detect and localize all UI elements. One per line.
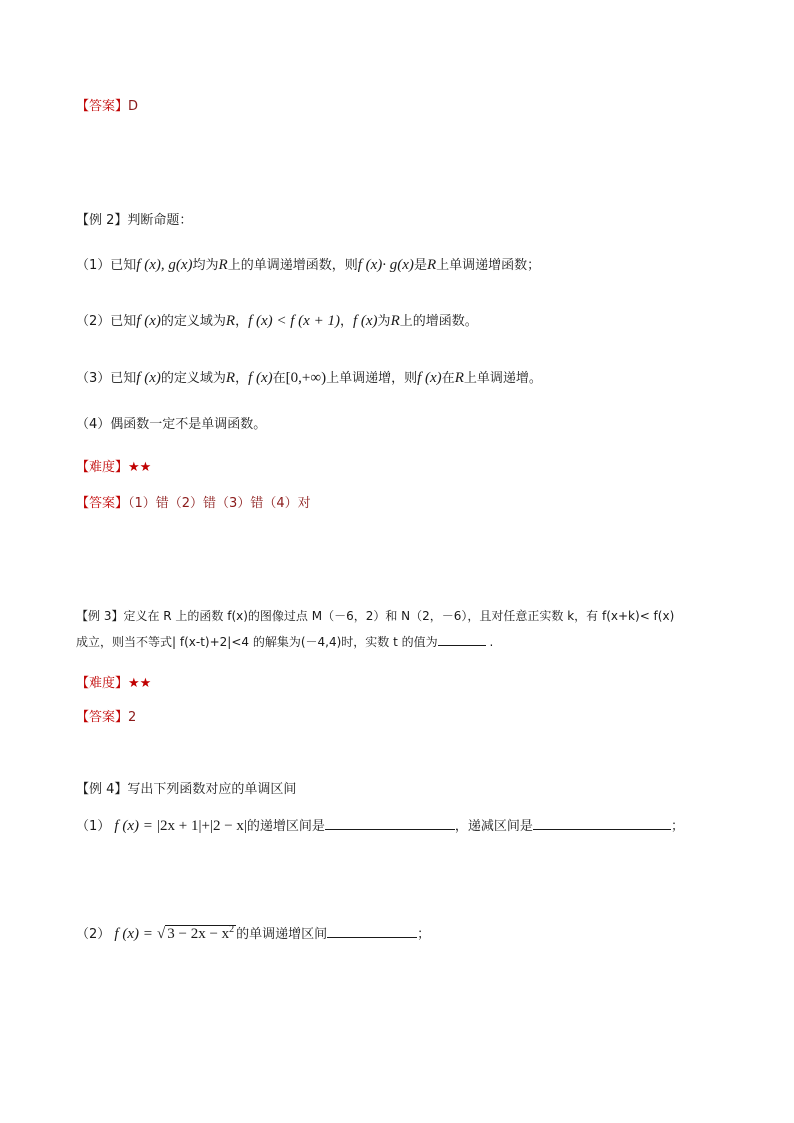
answer-value: 2 <box>128 710 137 725</box>
text: 偶函数一定不是单调函数。 <box>110 417 267 432</box>
answer-tag: 【答案】 <box>76 496 129 511</box>
ex2-item-3 <box>76 369 542 388</box>
increasing-interval-blank[interactable] <box>325 817 455 830</box>
math-fx: f (x) <box>417 370 442 386</box>
math-R: R <box>225 313 236 329</box>
math-fx: f (x) <box>352 313 378 329</box>
math-R: R <box>225 370 236 386</box>
text: 是 <box>413 258 427 273</box>
text: 的单调递增区间 <box>236 927 328 942</box>
text: ， <box>235 314 249 329</box>
item-num: （3） <box>76 371 111 386</box>
ex3-difficulty <box>76 675 151 693</box>
difficulty-tag: 【难度】 <box>76 460 129 475</box>
math-R: R <box>426 257 437 273</box>
math-abs-1: |2x + 1| <box>157 818 202 834</box>
ex2-item-4 <box>76 416 266 434</box>
text: 均为 <box>192 258 219 273</box>
ex2-difficulty <box>76 459 151 477</box>
item-num: （2） <box>76 927 111 942</box>
text: 上单调递增函数； <box>436 258 541 273</box>
text: 上的增函数。 <box>399 314 478 329</box>
math-R: R <box>454 370 464 386</box>
decreasing-interval-blank[interactable] <box>533 817 671 830</box>
exponent: 2 <box>229 924 235 935</box>
text: 上的单调递增函数，则 <box>227 258 358 273</box>
item-num: （1） <box>76 819 111 834</box>
text: ，递减区间是 <box>454 819 533 834</box>
math-R: R <box>390 313 400 329</box>
difficulty-stars: ★★ <box>128 460 152 475</box>
ex2-item-1 <box>76 256 540 275</box>
ex3-answer <box>76 709 136 727</box>
answer-value: （1）错（2）错（3）错（4）对 <box>128 496 311 511</box>
difficulty-stars: ★★ <box>128 676 152 691</box>
text: 上单调递增。 <box>463 371 542 386</box>
math-fx: f (x) <box>136 370 161 386</box>
example-4-title: 【例 4】写出下列函数对应的单调区间 <box>76 782 297 797</box>
math-fx: f (x) <box>136 313 161 329</box>
math-inequality: f (x) < f (x + 1) <box>248 313 340 329</box>
math-R: R <box>218 257 228 273</box>
text: 上单调递增，则 <box>326 371 418 386</box>
text: ； <box>670 819 684 834</box>
text: 成立，则当不等式| f(x-t)+2|<4 的解集为(－4,4)时，实数 t 的值为 <box>76 635 438 649</box>
answer-tag: 【答案】 <box>76 710 129 725</box>
answer-value: D <box>128 99 139 114</box>
text: 的递增区间是 <box>246 819 325 834</box>
ex3-line-1: 【例 3】定义在 R 上的函数 f(x)的图像过点 M（－6，2）和 N（2，－6），且对任意正实数 k，有 f(x+k)< f(x) <box>76 609 675 623</box>
ex4-q1 <box>76 817 684 836</box>
answer-tag: 【答案】 <box>76 99 129 114</box>
text: 已知 <box>110 371 137 386</box>
ex2-item-2 <box>76 312 478 331</box>
text: . <box>489 635 494 649</box>
sqrt-radicand <box>165 925 236 942</box>
text: 的定义域为 <box>160 314 226 329</box>
answer-line-1 <box>76 98 138 116</box>
difficulty-tag: 【难度】 <box>76 676 129 691</box>
text: ， <box>339 314 353 329</box>
item-num: （2） <box>76 314 111 329</box>
math-f-eq: f (x) = <box>114 818 153 834</box>
example-2-title: 【例 2】判断命题： <box>76 213 193 228</box>
item-num: （1） <box>76 258 111 273</box>
sqrt-sign-icon: √ <box>157 926 166 942</box>
item-num: （4） <box>76 417 111 432</box>
math-interval: [0,+∞) <box>285 370 327 386</box>
math-fg-product: f (x)· g(x) <box>357 257 414 273</box>
math-fx: f (x) <box>248 370 273 386</box>
math-plus: + <box>201 818 210 834</box>
increasing-interval-blank[interactable] <box>327 925 417 938</box>
text: 在 <box>272 371 286 386</box>
text: 在 <box>441 371 455 386</box>
radicand-text: 3 − 2x − x <box>167 926 230 942</box>
text: ； <box>417 927 431 942</box>
ex4-q2 <box>76 921 430 944</box>
ex2-answer <box>76 495 311 513</box>
sqrt-expression <box>157 921 236 944</box>
math-abs-2: |2 − x| <box>209 818 247 834</box>
answer-blank[interactable] <box>438 633 486 646</box>
math-f-eq: f (x) = <box>114 926 153 942</box>
text: ， <box>235 371 249 386</box>
math-fxgx: f (x), g(x) <box>136 257 193 273</box>
text: 已知 <box>110 314 137 329</box>
text: 的定义域为 <box>160 371 226 386</box>
text: 为 <box>377 314 391 329</box>
ex3-line-2 <box>76 633 493 651</box>
text: 已知 <box>110 258 137 273</box>
